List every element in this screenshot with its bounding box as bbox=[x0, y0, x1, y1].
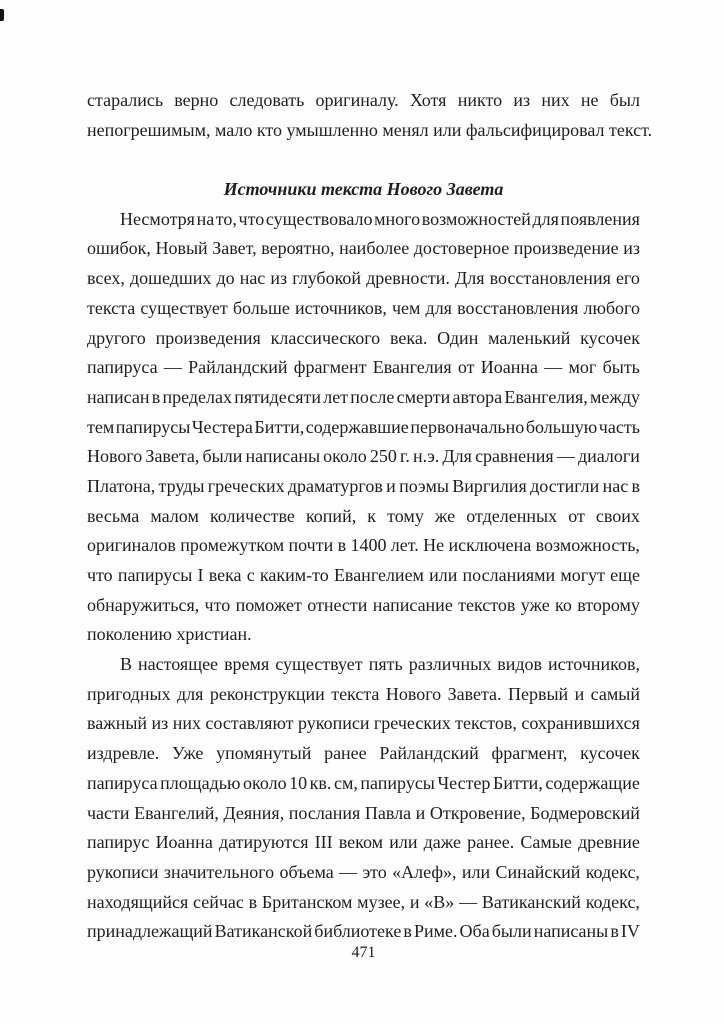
word: был bbox=[609, 90, 640, 110]
word: г. bbox=[399, 446, 410, 467]
word: верно bbox=[174, 90, 219, 110]
blank-line bbox=[87, 145, 640, 175]
word: отнести bbox=[307, 594, 368, 615]
word: поэмы bbox=[399, 475, 449, 496]
word: самый bbox=[590, 683, 640, 704]
word: оригиналу. bbox=[315, 90, 399, 110]
word: дошедших bbox=[129, 268, 212, 289]
word: и bbox=[574, 683, 585, 704]
word: никто bbox=[457, 90, 503, 110]
word: ошибок, bbox=[87, 238, 151, 259]
word: Несмотря bbox=[120, 208, 195, 229]
word: появления bbox=[560, 208, 640, 229]
word: 10 bbox=[289, 772, 308, 793]
text-line bbox=[87, 769, 640, 799]
word: папирус bbox=[87, 832, 150, 853]
word: содержащие bbox=[545, 772, 640, 793]
word: древние bbox=[578, 832, 640, 853]
text-line bbox=[87, 828, 640, 858]
word: уже bbox=[520, 594, 550, 615]
word: классического bbox=[270, 327, 381, 348]
word: рукописи bbox=[297, 713, 370, 734]
word: Евангелием bbox=[333, 565, 424, 585]
text-line bbox=[87, 709, 640, 739]
text-column bbox=[87, 86, 653, 947]
word: Синайский bbox=[495, 861, 581, 882]
word: них bbox=[541, 90, 570, 110]
word: были bbox=[491, 921, 532, 942]
word: от bbox=[568, 505, 585, 526]
word: в bbox=[403, 921, 412, 942]
word: I bbox=[197, 565, 204, 585]
word: В bbox=[120, 654, 133, 675]
continuation-paragraph bbox=[87, 86, 653, 145]
word: папирусы bbox=[117, 565, 193, 585]
word: существует bbox=[275, 654, 363, 675]
word: к bbox=[367, 505, 377, 526]
word: Деяния, bbox=[223, 802, 285, 823]
word: Завета, bbox=[145, 446, 200, 467]
word: первоначально bbox=[410, 416, 525, 437]
text-line bbox=[87, 917, 640, 947]
word: из bbox=[151, 713, 169, 734]
word: между bbox=[590, 386, 640, 407]
word: написание bbox=[372, 594, 453, 615]
word: древности. bbox=[366, 268, 450, 289]
word: лет. bbox=[390, 535, 419, 556]
word: то, bbox=[215, 208, 237, 229]
word: ранее bbox=[324, 743, 367, 764]
text-line bbox=[87, 531, 640, 561]
word: из bbox=[270, 268, 288, 289]
word: восстановления bbox=[457, 297, 579, 318]
word: были bbox=[202, 446, 243, 467]
word: в bbox=[631, 475, 640, 496]
word: и bbox=[415, 802, 426, 823]
page-number: 471 bbox=[351, 944, 376, 961]
word: что bbox=[204, 594, 231, 615]
word: Оба bbox=[459, 921, 490, 942]
word: пределах bbox=[162, 386, 232, 407]
word: автора bbox=[452, 386, 503, 407]
word: текстов bbox=[458, 594, 516, 615]
word: сейчас bbox=[193, 891, 244, 912]
word: или bbox=[389, 832, 418, 853]
word: драматургов bbox=[287, 475, 383, 496]
word: его bbox=[615, 268, 640, 289]
word: ранее. bbox=[467, 832, 515, 853]
word: «Алеф», bbox=[392, 861, 457, 882]
word: века. bbox=[389, 327, 428, 348]
word: Битти, bbox=[254, 416, 305, 437]
word: весьма bbox=[87, 505, 140, 526]
word: исключена bbox=[448, 535, 532, 556]
text-line bbox=[87, 472, 640, 502]
word: часть bbox=[598, 416, 640, 437]
text-line bbox=[87, 294, 640, 324]
word: — bbox=[544, 357, 563, 378]
word: — bbox=[556, 446, 575, 467]
word: Для bbox=[442, 446, 472, 467]
word: наиболее bbox=[339, 238, 410, 259]
word: восстановления bbox=[489, 268, 611, 289]
word: папирусы bbox=[360, 772, 435, 793]
word: малом bbox=[150, 505, 199, 526]
word: из bbox=[513, 90, 531, 110]
word: для bbox=[425, 297, 452, 318]
word: второму bbox=[577, 594, 640, 615]
word: настоящее bbox=[138, 654, 219, 675]
word: достигли bbox=[530, 475, 600, 496]
word: Хотя bbox=[409, 90, 447, 110]
word: или bbox=[429, 565, 458, 585]
word: послания bbox=[288, 802, 361, 823]
word: лет bbox=[323, 386, 349, 407]
word: большую bbox=[525, 416, 598, 437]
word: и bbox=[409, 891, 420, 912]
word: Честера bbox=[191, 416, 253, 437]
word: старались bbox=[87, 90, 164, 110]
word: всех, bbox=[87, 268, 125, 289]
word: части bbox=[87, 802, 130, 823]
word: посланиями bbox=[462, 565, 556, 585]
word: Евангелия, bbox=[504, 386, 588, 407]
word: Первый bbox=[507, 683, 569, 704]
text-line bbox=[87, 86, 640, 116]
word: количестве bbox=[209, 505, 295, 526]
word: века bbox=[208, 565, 242, 585]
word: Нового bbox=[385, 683, 442, 704]
word: на bbox=[196, 208, 215, 229]
word: кодекс, bbox=[585, 891, 640, 912]
word: Не bbox=[423, 535, 445, 556]
text-line bbox=[87, 888, 640, 918]
word: вероятно, bbox=[261, 238, 335, 259]
word: пригодных bbox=[87, 683, 171, 704]
word: IV bbox=[620, 921, 640, 942]
word: принадлежащий bbox=[87, 921, 213, 942]
word: быть bbox=[602, 357, 640, 378]
word: пять bbox=[368, 654, 403, 675]
word: папируса bbox=[87, 772, 158, 793]
word: же bbox=[434, 505, 456, 526]
word: около bbox=[243, 772, 287, 793]
word: кв. bbox=[309, 772, 332, 793]
word: чем bbox=[391, 297, 421, 318]
word: Британском bbox=[261, 891, 353, 912]
word: Иоанна bbox=[155, 832, 213, 853]
word: тому bbox=[387, 505, 424, 526]
word: ко bbox=[555, 594, 572, 615]
word: каким-то bbox=[259, 565, 329, 585]
word: греческих bbox=[373, 713, 451, 734]
word: 250 bbox=[369, 446, 397, 467]
word: Бодмеровский bbox=[530, 802, 640, 823]
word: и bbox=[386, 475, 396, 496]
word: Битти, bbox=[492, 772, 543, 793]
word: даже bbox=[423, 832, 461, 853]
word: существовало bbox=[265, 208, 373, 229]
word: Павла bbox=[364, 802, 412, 823]
word: Завет, bbox=[212, 238, 257, 259]
word: Ватиканской bbox=[214, 921, 313, 942]
text-line bbox=[87, 502, 640, 532]
text-line bbox=[87, 413, 640, 443]
word: больше bbox=[232, 297, 290, 318]
word: кусочек bbox=[580, 743, 640, 764]
word: обнаружиться, bbox=[87, 594, 200, 615]
word: Честер bbox=[437, 772, 491, 793]
word: после bbox=[350, 386, 395, 407]
word: сохранившихся bbox=[521, 713, 640, 734]
word: кодекс, bbox=[585, 861, 640, 882]
word: текста bbox=[331, 683, 380, 704]
word: значительного bbox=[163, 861, 275, 882]
word: Райландский bbox=[379, 743, 479, 764]
word: Иоанна bbox=[480, 357, 539, 378]
word: фрагмент bbox=[293, 357, 367, 378]
word: текста bbox=[87, 297, 136, 318]
word: до bbox=[216, 268, 235, 289]
word: Завета. bbox=[447, 683, 502, 704]
text-line bbox=[87, 680, 640, 710]
word: Платона, bbox=[87, 475, 156, 496]
text-line: поколению христиан. bbox=[87, 624, 252, 645]
text-line bbox=[87, 739, 640, 769]
word: много bbox=[374, 208, 421, 229]
word: III bbox=[314, 832, 333, 853]
word: Нового bbox=[87, 446, 143, 467]
word: произведение bbox=[513, 238, 619, 259]
paragraph-five-source-types bbox=[87, 650, 640, 947]
word: площадью bbox=[160, 772, 241, 793]
word: мог bbox=[568, 357, 597, 378]
text-line bbox=[87, 383, 640, 413]
word: почти bbox=[288, 535, 334, 556]
word: Один bbox=[437, 327, 479, 348]
word: или bbox=[461, 861, 491, 882]
word: Евангелия bbox=[372, 357, 452, 378]
word: кусочек bbox=[580, 327, 640, 348]
word: произведения bbox=[155, 327, 261, 348]
word: — bbox=[459, 891, 478, 912]
word: Самые bbox=[520, 832, 572, 853]
word: источников, bbox=[548, 654, 640, 675]
word: от bbox=[457, 357, 475, 378]
text-line bbox=[87, 650, 640, 680]
word: Райландский bbox=[188, 357, 288, 378]
word: Уже bbox=[172, 743, 204, 764]
word: греческих bbox=[207, 475, 285, 496]
word: это bbox=[362, 861, 387, 882]
word: папируса bbox=[87, 357, 158, 378]
word: Для bbox=[454, 268, 485, 289]
word: Ватиканский bbox=[481, 891, 581, 912]
word: нас bbox=[239, 268, 266, 289]
text-line bbox=[87, 799, 640, 829]
word: оригиналов bbox=[87, 535, 176, 556]
word: около bbox=[323, 446, 367, 467]
word: музее, bbox=[357, 891, 406, 912]
text-line bbox=[87, 591, 640, 621]
text-line bbox=[87, 442, 640, 472]
word: другого bbox=[87, 327, 146, 348]
word: веком bbox=[338, 832, 384, 853]
word: Откровение, bbox=[429, 802, 526, 823]
word: текстов, bbox=[455, 713, 517, 734]
word: н.э. bbox=[412, 446, 440, 467]
word: маленький bbox=[488, 327, 571, 348]
word: еще bbox=[610, 565, 640, 585]
text-line bbox=[87, 324, 640, 354]
word: фрагмент, bbox=[491, 743, 568, 764]
word: не bbox=[580, 90, 599, 110]
word: для bbox=[532, 208, 559, 229]
word: составляют bbox=[205, 713, 294, 734]
text-line bbox=[87, 353, 640, 383]
word: издревле. bbox=[87, 743, 160, 764]
word: с bbox=[246, 565, 255, 585]
word: папирусы bbox=[115, 416, 191, 437]
word: написаны bbox=[533, 921, 609, 942]
word: видов bbox=[497, 654, 543, 675]
word: рукописи bbox=[87, 861, 159, 882]
section-heading: Источники текста Нового Завета bbox=[223, 179, 504, 200]
word: смерти bbox=[396, 386, 451, 407]
word: содержавшие bbox=[305, 416, 409, 437]
word: Евангелий, bbox=[134, 802, 219, 823]
word: сравнения bbox=[475, 446, 554, 467]
word: в bbox=[610, 921, 619, 942]
word: глубокой bbox=[292, 268, 362, 289]
word: в bbox=[248, 891, 258, 912]
word: них bbox=[172, 713, 201, 734]
word: отделенных bbox=[466, 505, 558, 526]
word: что bbox=[87, 565, 113, 585]
word: написаны bbox=[245, 446, 321, 467]
paragraph-sources-overview bbox=[87, 205, 640, 650]
word: для bbox=[177, 683, 204, 704]
word: Виргилия bbox=[452, 475, 527, 496]
word: тем bbox=[87, 416, 115, 437]
word: что bbox=[238, 208, 265, 229]
word: объема bbox=[279, 861, 334, 882]
word: Риме. bbox=[413, 921, 458, 942]
word: различных bbox=[408, 654, 492, 675]
word: важный bbox=[87, 713, 148, 734]
word: существует bbox=[140, 297, 228, 318]
text-line bbox=[87, 205, 640, 235]
word: любого bbox=[583, 297, 640, 318]
word: упомянутый bbox=[216, 743, 312, 764]
word: написан bbox=[87, 386, 150, 407]
word: реконструкции bbox=[209, 683, 325, 704]
text-line bbox=[87, 264, 640, 294]
word: «В» bbox=[424, 891, 455, 912]
scan-artifact-mark bbox=[0, 9, 4, 21]
word: достоверное bbox=[413, 238, 510, 259]
word: источников, bbox=[294, 297, 387, 318]
word: возможность, bbox=[535, 535, 640, 556]
word: — bbox=[339, 861, 358, 882]
word: в bbox=[337, 535, 347, 556]
word: своих bbox=[595, 505, 640, 526]
word: следовать bbox=[229, 90, 305, 110]
word: нас bbox=[602, 475, 629, 496]
text-line bbox=[87, 234, 640, 264]
word: Новый bbox=[155, 238, 208, 259]
word: — bbox=[163, 357, 182, 378]
word: см, bbox=[333, 772, 358, 793]
word: 1400 bbox=[350, 535, 387, 556]
word: труды bbox=[158, 475, 205, 496]
word: время bbox=[224, 654, 270, 675]
word: диалоги bbox=[577, 446, 640, 467]
text-line: непогрешимым, мало кто умышленно менял или фальсифицировал текст. bbox=[87, 119, 653, 140]
word: из bbox=[623, 238, 640, 259]
word: пятидесяти bbox=[234, 386, 321, 407]
word: датируются bbox=[218, 832, 309, 853]
word: копий, bbox=[305, 505, 357, 526]
word: в bbox=[151, 386, 161, 407]
text-line bbox=[87, 561, 640, 591]
word: находящийся bbox=[87, 891, 189, 912]
text-line bbox=[87, 858, 640, 888]
word: промежутком bbox=[180, 535, 285, 556]
word: библиотеке bbox=[314, 921, 402, 942]
word: поможет bbox=[235, 594, 302, 615]
word: возможностей bbox=[421, 208, 531, 229]
word: могут bbox=[560, 565, 605, 585]
